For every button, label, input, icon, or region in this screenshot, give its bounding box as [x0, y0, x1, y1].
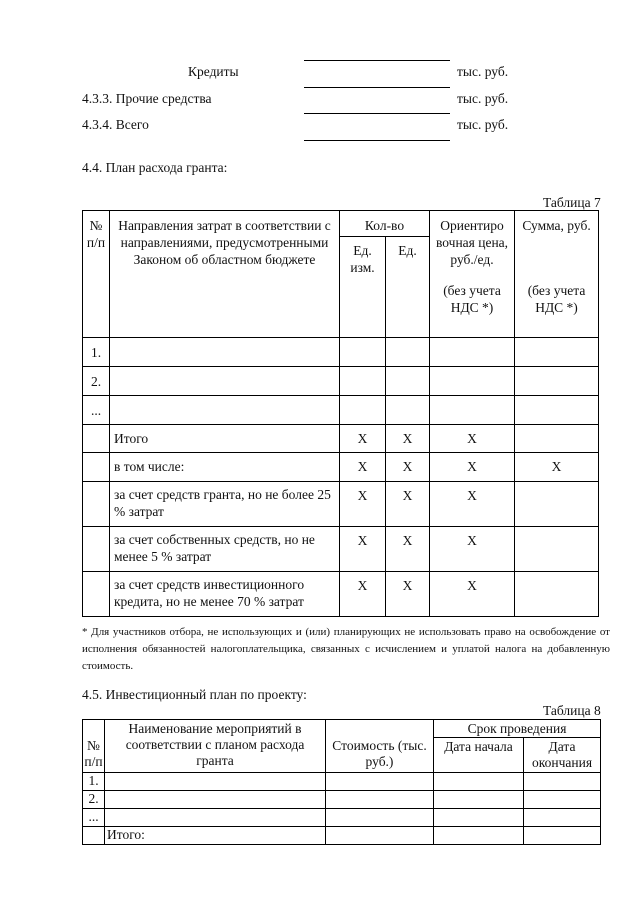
header-qty-units: Ед. — [386, 237, 430, 338]
section-4-4-heading: 4.4. План расхода гранта: — [82, 160, 228, 175]
cell — [434, 827, 524, 845]
row-num — [83, 482, 110, 527]
other-funds-unit: тыс. руб. — [457, 91, 509, 106]
cell — [515, 527, 599, 572]
row-num — [83, 527, 110, 572]
header-sum — [515, 211, 599, 338]
cell — [515, 482, 599, 527]
cell — [326, 791, 434, 809]
row-activity: Итого: — [105, 827, 326, 845]
cell — [524, 773, 601, 791]
cell: X — [386, 482, 430, 527]
table-row — [83, 791, 601, 809]
cell — [326, 809, 434, 827]
cell: X — [340, 572, 386, 617]
header-unit: Ед. изм. — [340, 237, 386, 338]
header-price — [430, 211, 515, 338]
row-activity — [105, 809, 326, 827]
row-num: 2. — [83, 791, 105, 809]
total-blank-line — [304, 140, 450, 141]
table-7-caption: Таблица 7 — [543, 195, 601, 210]
cell — [434, 773, 524, 791]
header-start-date: Дата начала — [434, 738, 524, 773]
cell — [430, 338, 515, 367]
header-sum-note: (без учета НДС *) — [527, 283, 586, 315]
table-8 — [82, 719, 601, 845]
header-end-date: Дата окончания — [524, 738, 601, 773]
table-row — [83, 453, 599, 482]
header-direction: Направления затрат в соответствии с направлениями, предусмотренными Законом об областном бюджете — [110, 211, 340, 338]
row-num: 1. — [83, 338, 110, 367]
cell — [430, 396, 515, 425]
cell: X — [386, 425, 430, 453]
cell — [515, 367, 599, 396]
cell — [340, 396, 386, 425]
cell — [524, 791, 601, 809]
table-8-caption: Таблица 8 — [543, 703, 601, 718]
table-row — [83, 425, 599, 453]
cell: X — [386, 527, 430, 572]
total-label: 4.3.4. Всего — [82, 117, 149, 132]
cell: X — [430, 482, 515, 527]
row-num — [83, 453, 110, 482]
table-row — [83, 527, 599, 572]
cell — [524, 827, 601, 845]
cell — [515, 572, 599, 617]
cell — [386, 367, 430, 396]
row-label — [110, 338, 340, 367]
header-cost: Стоимость (тыс. руб.) — [326, 720, 434, 773]
cell: X — [386, 453, 430, 482]
row-label: за счет средств инвестиционного кредита, но не менее 70 % затрат — [110, 572, 340, 617]
cell — [340, 338, 386, 367]
row-num: ... — [83, 396, 110, 425]
credits-label: Кредиты — [188, 64, 239, 79]
header-num: № п/п — [83, 720, 105, 773]
cell: X — [340, 527, 386, 572]
cell: X — [515, 453, 599, 482]
row-label: в том числе: — [110, 453, 340, 482]
credits-blank-line — [304, 87, 450, 88]
cell: X — [430, 425, 515, 453]
total-unit: тыс. руб. — [457, 117, 509, 132]
table-row — [83, 827, 601, 845]
cell: X — [340, 425, 386, 453]
section-4-5-heading: 4.5. Инвестиционный план по проекту: — [82, 687, 307, 702]
table-row — [83, 482, 599, 527]
cell — [434, 791, 524, 809]
header-activity: Наименование мероприятий в соответствии с планом расхода гранта — [105, 720, 326, 773]
cell — [434, 809, 524, 827]
header-period: Срок проведения — [434, 720, 601, 738]
row-activity — [105, 791, 326, 809]
cell — [340, 367, 386, 396]
cell — [326, 773, 434, 791]
table-row — [83, 396, 599, 425]
credits-unit: тыс. руб. — [457, 64, 509, 79]
cell: X — [386, 572, 430, 617]
cell: X — [430, 453, 515, 482]
row-num: 2. — [83, 367, 110, 396]
blank-line-top — [304, 60, 450, 61]
header-num: № п/п — [83, 211, 110, 338]
cell — [386, 396, 430, 425]
vat-footnote: * Для участников отбора, не использующих и (или) планирующих не использовать право на освобождение от исполнения обязанностей налогоплательщика, связанных с исчислением и уплатой налога на добавленную стоимость. — [82, 626, 610, 672]
cell: X — [430, 527, 515, 572]
other-funds-blank-line — [304, 113, 450, 114]
row-num — [83, 827, 105, 845]
row-label: за счет средств гранта, но не более 25 % затрат — [110, 482, 340, 527]
header-qty: Кол-во — [340, 211, 430, 237]
row-num — [83, 425, 110, 453]
cell: X — [340, 453, 386, 482]
table-row — [83, 572, 599, 617]
cell — [515, 396, 599, 425]
row-label: Итого — [110, 425, 340, 453]
header-sum-text: Сумма, руб. — [522, 218, 591, 233]
table-row — [83, 809, 601, 827]
cell — [515, 425, 599, 453]
cell — [326, 827, 434, 845]
table-row — [83, 773, 601, 791]
row-activity — [105, 773, 326, 791]
row-num: ... — [83, 809, 105, 827]
cell — [515, 338, 599, 367]
row-label — [110, 396, 340, 425]
table-7 — [82, 210, 599, 617]
cell: X — [430, 572, 515, 617]
row-label — [110, 367, 340, 396]
table-row — [83, 338, 599, 367]
row-num: 1. — [83, 773, 105, 791]
other-funds-label: 4.3.3. Прочие средства — [82, 91, 212, 106]
header-price-note: (без учета НДС *) — [443, 283, 501, 315]
header-price-text: Ориентиро вочная цена, руб./ед. — [435, 218, 509, 267]
cell: X — [340, 482, 386, 527]
row-label: за счет собственных средств, но не менее 5 % затрат — [110, 527, 340, 572]
cell — [386, 338, 430, 367]
row-num — [83, 572, 110, 617]
table-row — [83, 367, 599, 396]
cell — [524, 809, 601, 827]
cell — [430, 367, 515, 396]
